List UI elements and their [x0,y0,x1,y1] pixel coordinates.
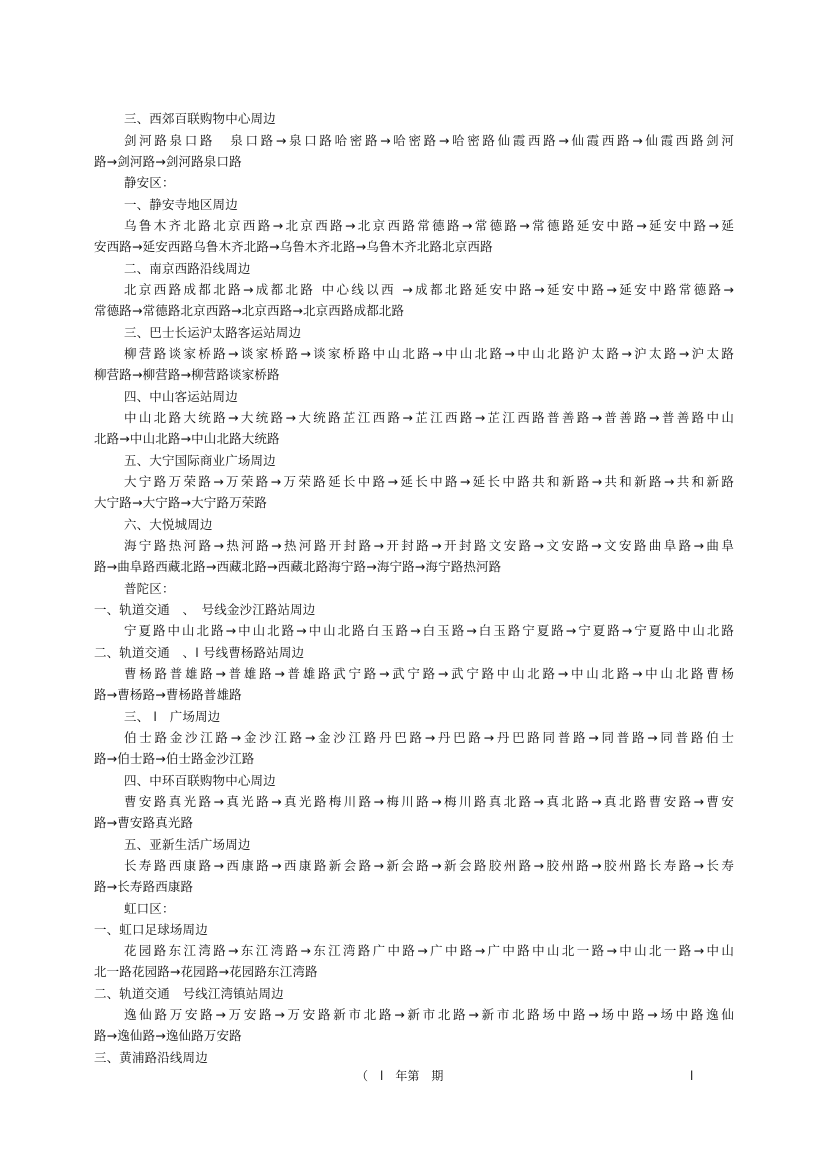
section-heading: 五、亚新生活广场周边 [124,837,251,852]
section-heading: 二、南京西路沿线周边 [124,261,251,276]
route-text: 路→曹安路真光路 [94,815,194,830]
route-text: 柳营路→柳营路→柳营路谈家桥路 [94,367,280,382]
route-text: 中山北路大统路→大统路→大统路芷江西路→芷江西路→芷江西路普善路→普善路→普善路中山 [124,410,734,425]
route-text: 大宁路→大宁路→大宁路万荣路 [94,495,268,510]
section-heading: 一、虹口足球场周边 [94,922,208,937]
route-text: 柳营路谈家桥路→谈家桥路→谈家桥路中山北路→中山北路→中山北路沪太路→沪太路→沪太路 [124,346,734,361]
route-text: 海宁路热河路→热河路→热河路开封路→开封路→开封路文安路→文安路→文安路曲阜路→曲阜 [124,538,734,553]
route-text: 路→曲阜路西藏北路→西藏北路→西藏北路海宁路→海宁路→海宁路热河路 [94,559,502,574]
route-text: 宁夏路中山北路→中山北路→中山北路白玉路→白玉路→白玉路宁夏路→宁夏路→宁夏路中山北路 [124,623,734,638]
section-heading: 三、黄浦路沿线周边 [94,1050,208,1065]
route-text: 大宁路万荣路→万荣路→万荣路延长中路→延长中路→延长中路共和新路→共和新路→共和新路 [124,474,734,489]
route-text: 剑河路泉口路 泉口路→泉口路哈密路→哈密路→哈密路仙霞西路→仙霞西路→仙霞西路剑河 [124,133,734,148]
route-text: 曹杨路普雄路→普雄路→普雄路武宁路→武宁路→武宁路中山北路→中山北路→中山北路曹杨 [124,666,734,681]
route-text: 安西路→延安西路乌鲁木齐北路→乌鲁木齐北路→乌鲁木齐北路北京西路 [94,239,493,254]
route-text: 长寿路西康路→西康路→西康路新会路→新会路→新会路胶州路→胶州路→胶州路长寿路→长寿 [124,858,734,873]
district-heading: 静安区： [124,175,175,190]
district-heading: 虹口区： [124,901,175,916]
route-text: 常德路→常德路北京西路→北京西路→北京西路成都北路 [94,303,405,318]
section-heading: 四、中环百联购物中心周边 [124,773,276,788]
section-heading: 一、静安寺地区周边 [124,197,238,212]
route-text: 乌鲁木齐北路北京西路→北京西路→北京西路常德路→常德路→常德路延安中路→延安中路→延 [124,218,734,233]
section-heading: 六、大悦城周边 [124,517,213,532]
route-text: 路→长寿路西康路 [94,879,194,894]
route-text: 路→逸仙路→逸仙路万安路 [94,1028,242,1043]
route-text: 北一路花园路→花园路→花园路东江湾路 [94,964,318,979]
route-text: 逸仙路万安路→万安路→万安路新市北路→新市北路→新市北路场中路→场中路→场中路逸仙 [124,1007,734,1022]
section-heading: 一、轨道交通 、 号线金沙江路站周边 [94,602,316,617]
footer-page-number: l [690,1069,694,1083]
route-text: 路→伯士路→伯士路金沙江路 [94,751,255,766]
section-heading: 三、西郊百联购物中心周边 [124,111,276,126]
section-heading: 四、中山客运站周边 [124,389,238,404]
section-heading: 二、轨道交通 号线江湾镇站周边 [94,986,284,1001]
section-heading: 三、 l 广场周边 [124,709,221,724]
section-heading: 五、大宁国际商业广场周边 [124,453,276,468]
route-text: 曹安路真光路→真光路→真光路梅川路→梅川路→梅川路真北路→真北路→真北路曹安路→曹安 [124,794,734,809]
route-text: 伯士路金沙江路→金沙江路→金沙江路丹巴路→丹巴路→丹巴路同普路→同普路→同普路伯士 [124,730,734,745]
route-text: 路→曹杨路→曹杨路普雄路 [94,687,242,702]
route-text: 花园路东江湾路→东江湾路→东江湾路广中路→广中路→广中路中山北一路→中山北一路→中山 [124,943,734,958]
section-heading: 二、轨道交通 、l 号线曹杨路站周边 [94,645,305,660]
route-text: 北京西路成都北路→成都北路 中心线以西 →成都北路延安中路→延安中路→延安中路常德路→ [124,282,734,297]
footer-issue: （ l 年第 期 [356,1069,444,1083]
section-heading: 三、巴士长运沪太路客运站周边 [124,325,302,340]
route-text: 路→剑河路→剑河路泉口路 [94,154,242,169]
route-text: 北路→中山北路→中山北路大统路 [94,431,280,446]
district-heading: 普陀区： [124,581,175,596]
